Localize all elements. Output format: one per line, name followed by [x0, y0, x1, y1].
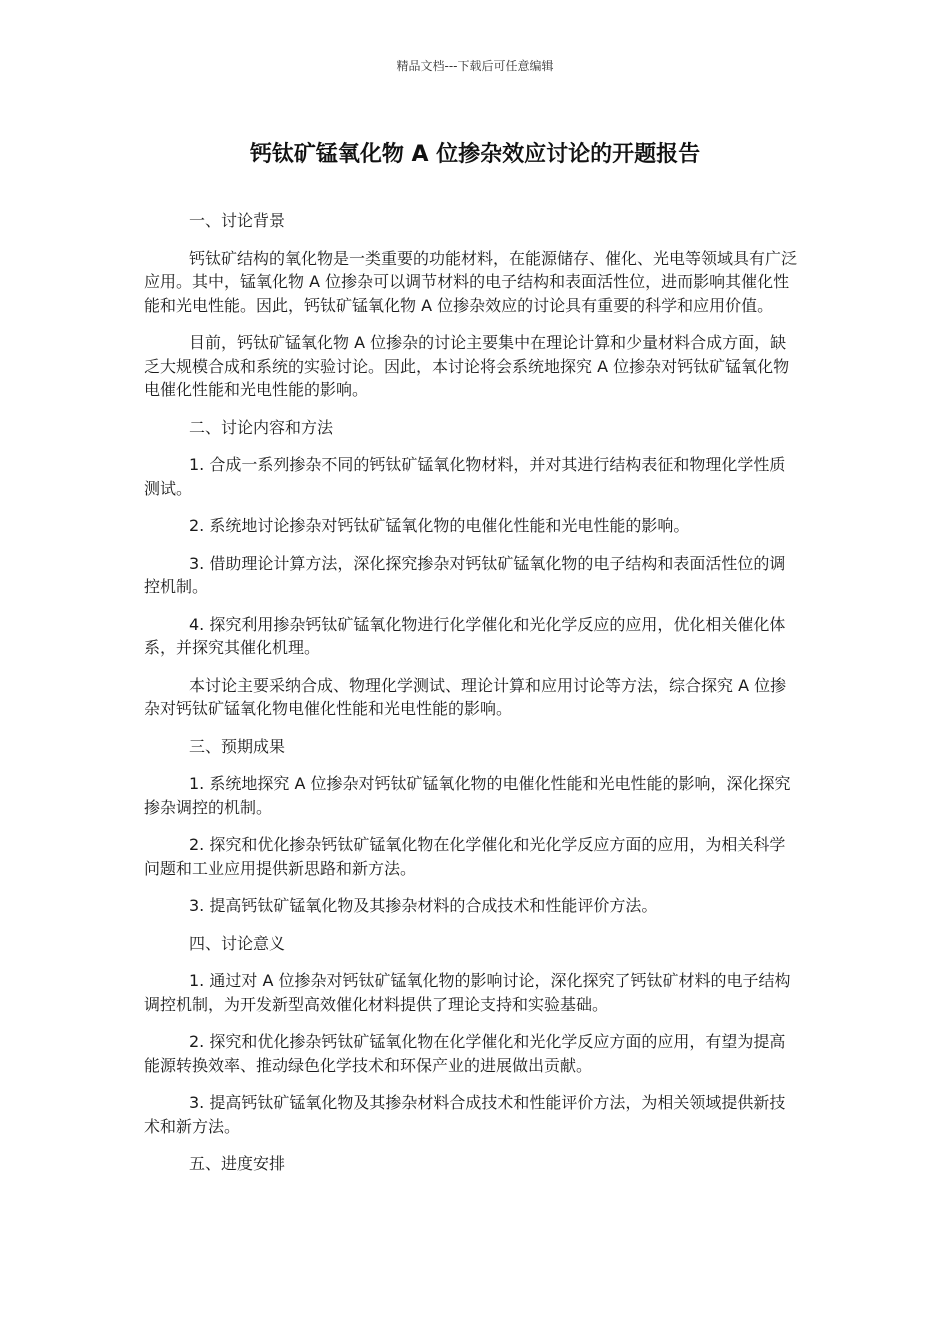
list-item: 2. 探究和优化掺杂钙钛矿锰氧化物在化学催化和光化学反应方面的应用，有望为提高能源转换效率、推动绿色化学技术和环保产业的进展做出贡献。 [144, 1032, 786, 1075]
list-item: 3. 提高钙钛矿锰氧化物及其掺杂材料的合成技术和性能评价方法。 [189, 896, 658, 915]
page-header: 精品文档---下载后可任意编辑 [396, 59, 554, 73]
list-item: 4. 探究利用掺杂钙钛矿锰氧化物进行化学催化和光化学反应的应用，优化相关催化体系，并探究其催化机理。 [144, 614, 786, 657]
list-item: 3. 提高钙钛矿锰氧化物及其掺杂材料合成技术和性能评价方法，为相关领域提供新技术和新方法。 [144, 1093, 786, 1136]
paragraph: 目前，钙钛矿锰氧化物 A 位掺杂的讨论主要集中在理论计算和少量材料合成方面，缺乏大规模合成和系统的实验讨论。因此，本讨论将会系统地探究 A 位掺杂对钙钛矿锰氧化物电催化性能和光电性能的影响。 [144, 333, 790, 399]
paragraph: 本讨论主要采纳合成、物理化学测试、理论计算和应用讨论等方法，综合探究 A 位掺杂对钙钛矿锰氧化物电催化性能和光电性能的影响。 [144, 675, 787, 718]
section-heading: 一、讨论背景 [189, 211, 286, 230]
list-item: 2. 系统地讨论掺杂对钙钛矿锰氧化物的电催化性能和光电性能的影响。 [189, 516, 690, 535]
document-body [144, 209, 800, 1190]
list-item: 1. 合成一系列掺杂不同的钙钛矿锰氧化物材料，并对其进行结构表征和物理化学性质测试。 [144, 455, 786, 498]
paragraph: 钙钛矿结构的氧化物是一类重要的功能材料，在能源储存、催化、光电等领域具有广泛应用。其中，锰氧化物 A 位掺杂可以调节材料的电子结构和表面活性位，进而影响其催化性能和光电性能。因此，钙钛矿锰氧化物 A 位掺杂效应的讨论具有重要的科学和应用价值。 [144, 248, 798, 315]
list-item: 1. 系统地探究 A 位掺杂对钙钛矿锰氧化物的电催化性能和光电性能的影响，深化探究掺杂调控的机制。 [144, 774, 791, 817]
list-item: 1. 通过对 A 位掺杂对钙钛矿锰氧化物的影响讨论，深化探究了钙钛矿材料的电子结构调控机制，为开发新型高效催化材料提供了理论支持和实验基础。 [144, 971, 791, 1014]
section-heading: 二、讨论内容和方法 [189, 417, 334, 437]
section-heading: 三、预期成果 [189, 736, 286, 756]
list-item: 2. 探究和优化掺杂钙钛矿锰氧化物在化学催化和光化学反应方面的应用，为相关科学问题和工业应用提供新思路和新方法。 [144, 835, 786, 878]
section-heading: 四、讨论意义 [189, 933, 286, 953]
section-heading: 五、进度安排 [189, 1154, 286, 1173]
list-item: 3. 借助理论计算方法，深化探究掺杂对钙钛矿锰氧化物的电子结构和表面活性位的调控机制。 [144, 553, 786, 596]
document-title: 钙钛矿锰氧化物 A 位掺杂效应讨论的开题报告 [249, 142, 701, 167]
